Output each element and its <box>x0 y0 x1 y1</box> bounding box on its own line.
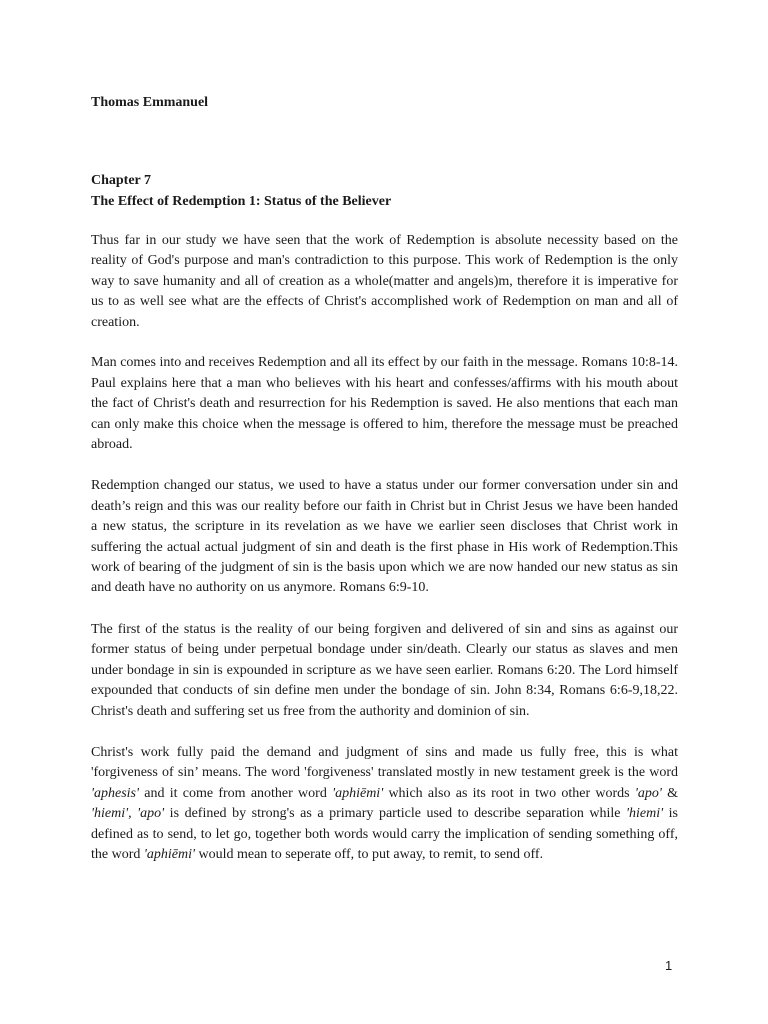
page-number: 1 <box>665 958 673 973</box>
paragraph-2: Man comes into and receives Redemption and all its effect by our faith in the message. Romans 10:8-14. Paul explains here that a man who believes with his heart and confesses/affirms with his mouth about the fact of Christ's death and resurrection for his Redemption is saved. He also mentions that each man can only make this choice when the message is offered to him, therefore the message must be preached abroad. <box>91 355 678 453</box>
greek-term-hiemi: 'hiemi', <box>91 806 132 822</box>
paragraph-3: Redemption changed our status, we used to have a status under our former conversation under sin and death’s reign and this was our reality before our faith in Christ but in Christ Jesus we have been handed a new status, the scripture in its revelation as we have we earlier seen discloses that Christ work in suffering the actual actual judgment of sin and death is the first phase in His work of Redemption.This work of bearing of the judgment of sin is the basis upon which we are now handed our new status as sin and death have no authority on us anymore. Romans 6:9-10. <box>91 478 678 596</box>
paragraph-4: The first of the status is the reality of our being forgiven and delivered of sin and sins as against our former status of being under perpetual bondage under sin/death. Clearly our status as slaves and men under bondage in sin is expounded in scripture as we have seen earlier. Romans 6:20. The Lord himself expounded that conducts of sin define men under the bondage of sin. John 8:34, Romans 6:6-9,18,22. Christ's death and suffering set us free from the authority and dominion of sin. <box>91 621 678 719</box>
paragraph-5 <box>91 743 678 865</box>
paragraph-5-text: & <box>661 785 679 801</box>
paragraph-5-text: Christ's work fully paid the demand and judgment of sins and made us fully free, this is what 'forgiveness of sin’ means. The word 'forgiveness' translated mostly in new testament greek is the word <box>91 744 678 781</box>
greek-term-apo: 'apo' <box>634 785 662 801</box>
greek-term-hiemi: 'hiemi' <box>626 806 664 822</box>
paragraph-5-text: would mean to seperate off, to put away, to remit, to send off. <box>194 846 544 862</box>
author-name: Thomas Emmanuel <box>91 95 209 110</box>
greek-term-aphesis: 'aphesis' <box>91 785 139 801</box>
paragraph-5-text: is defined as to send, to let go, together both words would carry the implication of sending something off, the word <box>91 806 678 862</box>
chapter-title: The Effect of Redemption 1: Status of the Believer <box>91 194 392 209</box>
paragraph-5-text: and it come from another word <box>139 785 333 801</box>
greek-term-aphiemi: 'aphiēmi' <box>332 785 384 801</box>
chapter-number: Chapter 7 <box>91 173 152 188</box>
paragraph-5-text: which also as its root in two other words <box>383 785 635 801</box>
greek-term-apo: 'apo' <box>137 806 165 822</box>
chapter-heading <box>91 170 681 212</box>
paragraph-5-text: is defined by strong's as a primary particle used to describe separation while <box>164 806 627 822</box>
body-text <box>91 231 678 885</box>
greek-term-aphiemi: 'aphiēmi' <box>143 846 195 862</box>
paragraph-1: Thus far in our study we have seen that the work of Redemption is absolute necessity based on the reality of God's purpose and man's contradiction to this purpose. This work of Redemption is the only way to save humanity and all of creation as a whole(matter and angels)m, therefore it is imperative for us to as well see what are the effects of Christ's accomplished work of Redemption on man and all of creation. <box>91 233 678 330</box>
